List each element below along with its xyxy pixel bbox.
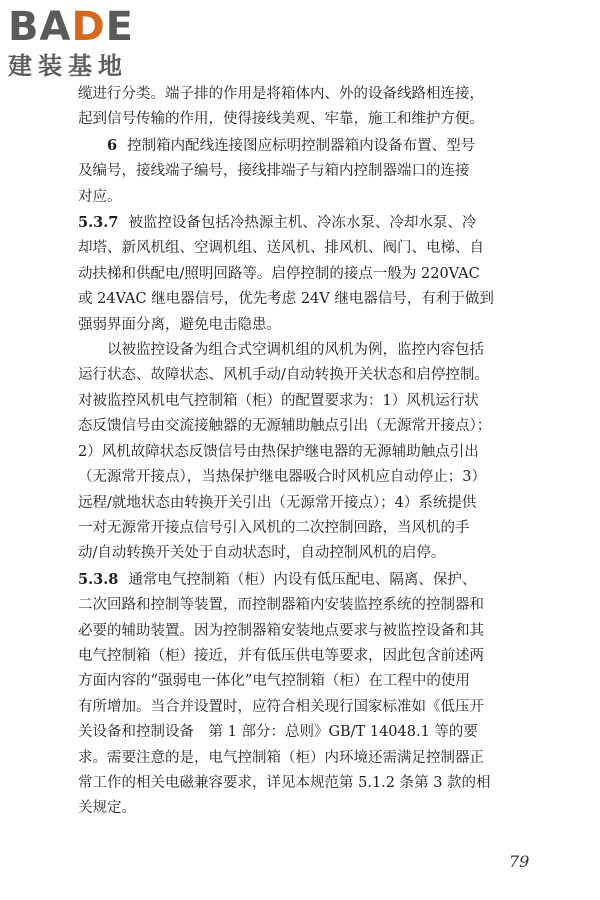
text-line: （无源常开接点），当热保护继电器吸合时风机应自动停止；3） bbox=[78, 469, 486, 486]
text-line: 对应。 bbox=[78, 188, 122, 205]
text-line: 2）风机故障状态反馈信号由热保护继电器的无源辅助触点引出 bbox=[78, 443, 479, 460]
logo-brand-suffix: E bbox=[105, 4, 134, 50]
text-line: 必要的辅助装置。因为控制器箱安装地点要求与被监控设备和其 bbox=[78, 622, 484, 639]
text-line: 电气控制箱（柜）接近，并有低压供电等要求，因此包含前述两 bbox=[78, 647, 484, 664]
paragraph-continuation bbox=[78, 82, 548, 133]
text-line: 动扶梯和供配电/照明回路等。启停控制的接点一般为 220VAC bbox=[78, 265, 480, 282]
text-line: 有所增加。当合并设置时，应符合相关现行国家标准如《低压开 bbox=[78, 698, 484, 715]
text-line: 关规定。 bbox=[78, 800, 136, 817]
text-line: 缆进行分类。端子排的作用是将箱体内、外的设备线路相连接， bbox=[78, 86, 484, 102]
item-number: 6 bbox=[107, 136, 118, 154]
text-line: 二次回路和控制等装置，而控制器箱内安装监控系统的控制器和 bbox=[78, 597, 484, 614]
logo-brand-text bbox=[8, 4, 178, 50]
text-line-content: 通常电气控制箱（柜）内设有低压配电、隔离、保护、 bbox=[128, 571, 477, 588]
section-number: 5.3.7 bbox=[78, 214, 119, 232]
page-number: 79 bbox=[509, 852, 530, 871]
text-line: 远程/就地状态由转换开关引出（无源常开接点）；4）系统提供 bbox=[78, 494, 477, 511]
text-line-content: 被监控设备包括冷热源主机、冷冻水泵、冷却水泵、冷 bbox=[128, 215, 477, 232]
text-line: 一对无源常开接点信号引入风机的二次控制回路，当风机的手 bbox=[78, 519, 470, 536]
paragraph-fan-example bbox=[78, 338, 548, 567]
text-line: 运行状态、故障状态、风机手动/自动转换开关状态和启停控制。 bbox=[78, 367, 489, 384]
text-line: 求。需要注意的是，电气控制箱（柜）内环境还需满足控制器正 bbox=[78, 749, 484, 766]
text-line: 却塔、新风机组、空调机组、送风机、排风机、阀门、电梯、自 bbox=[78, 240, 484, 257]
text-line: 及编号，接线端子编号，接线排端子与箱内控制器端口的连接 bbox=[78, 163, 470, 180]
text-line bbox=[78, 133, 548, 159]
bade-logo-watermark bbox=[8, 4, 178, 80]
paragraph-item-6 bbox=[78, 133, 548, 210]
text-line bbox=[78, 210, 548, 236]
text-line: 起到信号传输的作用，使得接线美观、牢靠，施工和维护方便。 bbox=[78, 111, 484, 128]
text-line: 动/自动转换开关处于自动状态时，自动控制风机的启停。 bbox=[78, 545, 446, 562]
text-line: 或 24VAC 继电器信号，优先考虑 24V 继电器信号，有利于做到 bbox=[78, 291, 494, 308]
text-line: 对被监控风机电气控制箱（柜）的配置要求为：1）风机运行状 bbox=[78, 392, 479, 409]
document-body bbox=[78, 82, 548, 822]
text-line-content: 控制箱内配线连接图应标明控制器箱内设备布置、型号 bbox=[127, 137, 476, 154]
section-number: 5.3.8 bbox=[78, 570, 119, 588]
text-line bbox=[78, 567, 548, 593]
text-line: 方面内容的“强弱电一体化”电气控制箱（柜）在工程中的使用 bbox=[78, 673, 470, 690]
text-line: 常工作的相关电磁兼容要求，详见本规范第 5.1.2 条第 3 款的相 bbox=[78, 774, 491, 791]
section-5-3-7 bbox=[78, 210, 548, 338]
text-line: 强弱界面分离，避免电击隐患。 bbox=[78, 316, 281, 333]
logo-brand-accent: D bbox=[71, 4, 106, 50]
text-line: 态反馈信号由交流接触器的无源辅助触点引出（无源常开接点）； bbox=[78, 418, 492, 435]
logo-subtitle: 建装基地 bbox=[8, 52, 128, 80]
section-5-3-8 bbox=[78, 567, 548, 822]
text-line: 关设备和控制设备 第 1 部分：总则》GB/T 14048.1 等的要 bbox=[78, 724, 478, 741]
logo-brand-prefix: BA bbox=[8, 4, 72, 50]
text-line: 以被监控设备为组合式空调机组的风机为例，监控内容包括 bbox=[107, 342, 484, 359]
